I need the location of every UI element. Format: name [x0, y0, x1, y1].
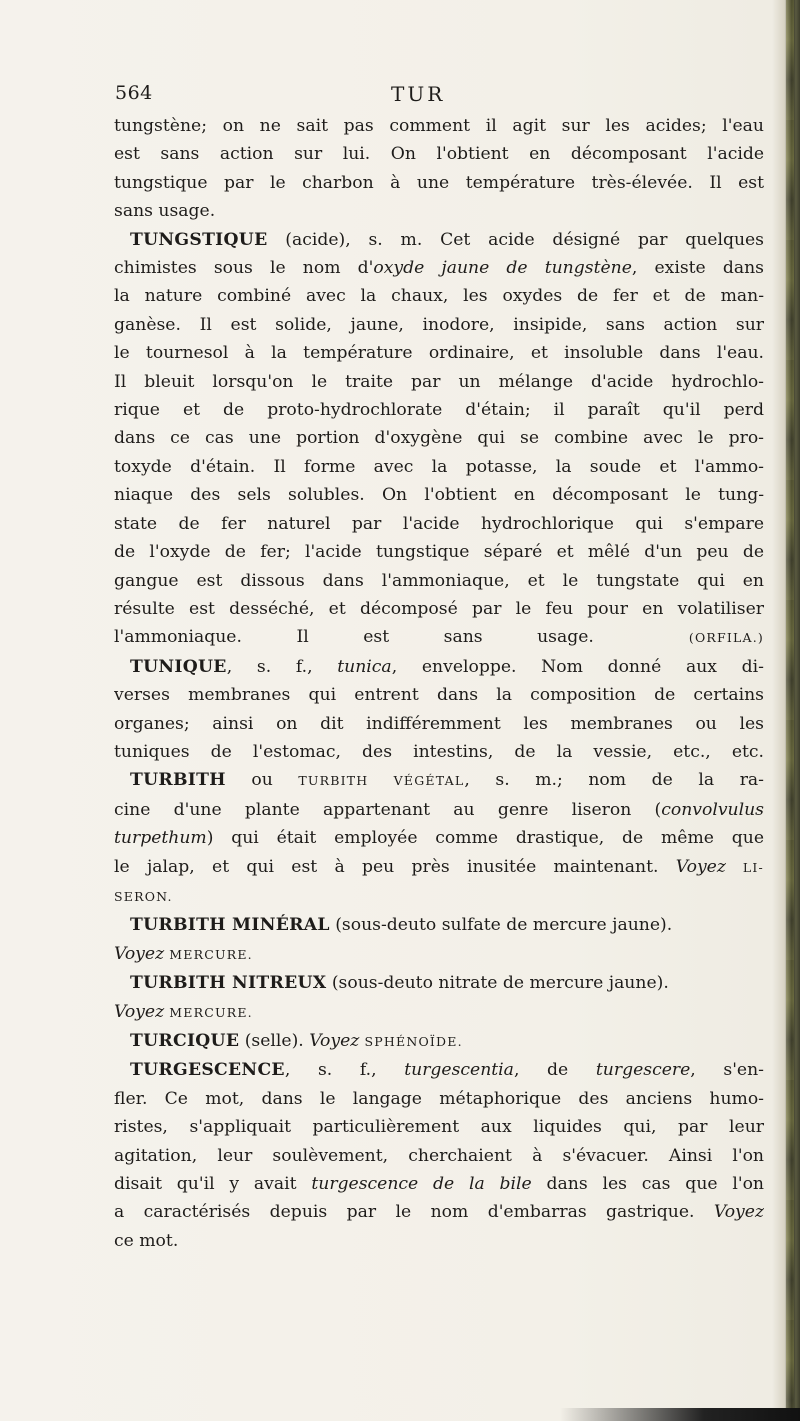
page-header — [115, 82, 760, 106]
headword: TURCIQUE — [130, 1031, 240, 1051]
text-line: tungstène; on ne sait pas comment il agit sur les acides; l'eau — [114, 116, 764, 136]
entry-turbith: TURBITH ou TURBITH VÉGÉTAL, s. m.; nom de la ra- — [130, 770, 764, 791]
text-line: tungstique par le charbon à une température très-élevée. Il est — [114, 172, 764, 193]
cross-reference: SERON. — [114, 888, 173, 904]
text-line: disait qu'il y avait turgescence de la bile dans les cas que l'on — [114, 1174, 764, 1195]
headword: TUNIQUE — [130, 656, 227, 677]
text-line: est sans action sur lui. On l'obtient en décomposant l'acide — [114, 144, 764, 165]
text-line: de l'oxyde de fer; l'acide tungstique séparé et mêlé d'un peu de — [114, 542, 764, 563]
text-line: dans ce cas une portion d'oxygène qui se combine avec le pro- — [114, 428, 764, 449]
text-line: cine d'une plante appartenant au genre liseron (convolvulus — [114, 799, 764, 820]
text-line: l'ammoniaque. Il est sans usage. (ORFILA.) — [114, 627, 764, 648]
running-head: TUR — [391, 82, 446, 106]
text-line: ganèse. Il est solide, jaune, inodore, insipide, sans action sur — [114, 314, 764, 335]
page-corner-shadow — [560, 1408, 800, 1421]
text-line: organes; ainsi on dit indifféremment les membranes ou les — [114, 713, 764, 734]
text-line: sans usage. — [114, 201, 216, 222]
entry-turbith-mineral: TURBITH MINÉRAL (sous-deuto sulfate de mercure jaune). — [130, 915, 673, 936]
headword: TURBITH NITREUX — [130, 973, 327, 994]
text-line: résulte est desséché, et décomposé par le feu pour en volatiliser — [114, 598, 764, 619]
text-line: state de fer naturel par l'acide hydrochlorique qui s'empare — [114, 513, 764, 534]
cross-reference: Voyez MERCURE. — [114, 1001, 253, 1022]
text-line: a caractérisés depuis par le nom d'embarras gastrique. Voyez — [114, 1202, 764, 1223]
text-line: turpethum) qui était employée comme drastique, de même que — [114, 828, 764, 849]
page-edge-stain — [786, 0, 794, 1421]
author-attribution: (ORFILA.) — [688, 630, 764, 646]
text-line: ce mot. — [114, 1230, 179, 1251]
headword: TUNGSTIQUE — [130, 229, 268, 250]
entry-turcique: TURCIQUE (selle). Voyez SPHÉNOÏDE. — [130, 1031, 463, 1051]
text-line: ristes, s'appliquait particulièrement aux liquides qui, par leur — [114, 1117, 764, 1138]
text-line: fler. Ce mot, dans le langage métaphorique des anciens humo- — [114, 1088, 764, 1109]
entry-turgescence: TURGESCENCE, s. f., turgescentia, de turgescere, s'en- — [130, 1060, 764, 1081]
cross-reference: Voyez MERCURE. — [114, 943, 253, 964]
entry-tunique: TUNIQUE, s. f., tunica, enveloppe. Nom donné aux di- — [130, 656, 764, 677]
text-line: Il bleuit lorsqu'on le traite par un mélange d'acide hydrochlo- — [114, 371, 764, 392]
text-line: le jalap, et qui est à peu près inusitée maintenant. Voyez LI- — [114, 856, 764, 877]
text-line: le tournesol à la température ordinaire, et insoluble dans l'eau. — [114, 343, 764, 364]
text-line: tuniques de l'estomac, des intestins, de la vessie, etc., etc. — [114, 741, 764, 762]
dictionary-text — [114, 112, 764, 1255]
text-line: agitation, leur soulèvement, cherchaient à s'évacuer. Ainsi l'on — [114, 1145, 764, 1166]
text-line: la nature combiné avec la chaux, les oxydes de fer et de man- — [114, 286, 764, 307]
text-line: chimistes sous le nom d'oxyde jaune de tungstène, existe dans — [114, 258, 764, 279]
text-line: toxyde d'étain. Il forme avec la potasse, la soude et l'ammo- — [114, 456, 764, 477]
headword: TURBITH MINÉRAL — [130, 915, 330, 936]
headword: TURBITH — [130, 770, 226, 791]
headword: TURGESCENCE — [130, 1060, 285, 1081]
text-line: verses membranes qui entrent dans la composition de certains — [114, 685, 764, 706]
page-number: 564 — [115, 82, 153, 104]
text-line: niaque des sels solubles. On l'obtient en décomposant le tung- — [114, 485, 764, 506]
text-line: rique et de proto-hydrochlorate d'étain; il paraît qu'il perd — [114, 400, 764, 421]
entry-turbith-nitreux: TURBITH NITREUX (sous-deuto nitrate de mercure jaune). — [130, 973, 669, 994]
entry-tungstique: TUNGSTIQUE (acide), s. m. Cet acide désigné par quelques — [130, 229, 764, 250]
text-line: gangue est dissous dans l'ammoniaque, et le tungstate qui en — [114, 570, 764, 591]
